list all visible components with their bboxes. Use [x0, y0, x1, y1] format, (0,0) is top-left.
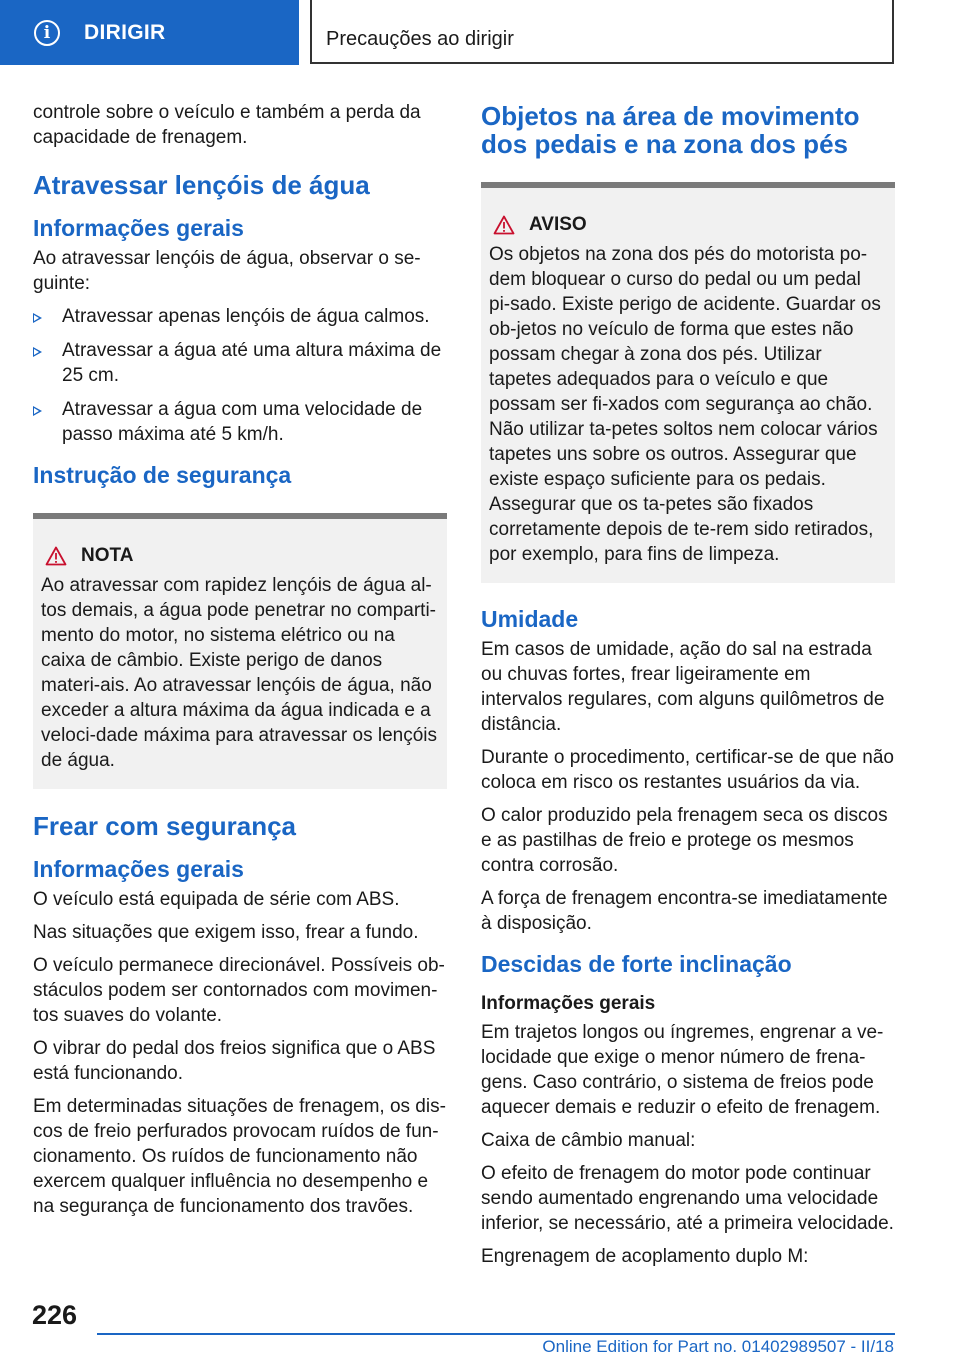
- humidity-paragraph-3: O calor produzido pela frenagem seca os discos e as pastilhas de freio e protege os mesmos contra corrosão.: [481, 805, 888, 876]
- nota-title-row: [41, 545, 439, 567]
- left-column: [33, 100, 447, 1227]
- edition-note: Online Edition for Part no. 01402989507 - II/18: [542, 1337, 894, 1356]
- list-item: Atravessar a água até uma altura máxima de 25 cm.: [33, 338, 447, 388]
- info-icon: i: [34, 20, 60, 46]
- heading-water-crossing: Atravessar lençóis de água: [33, 170, 370, 200]
- brake-paragraph-2: Nas situações que exigem isso, frear a fundo.: [33, 922, 419, 943]
- nota-label: NOTA: [81, 545, 134, 566]
- heading-pedal-objects: Objetos na área de movimento dos pedais e na zona dos pés: [481, 101, 860, 159]
- heading-safe-braking: Frear com segurança: [33, 811, 297, 841]
- water-paragraph: Ao atravessar lençóis de água, observar o se-guinte:: [33, 248, 421, 294]
- humidity-paragraph-2: Durante o procedimento, certificar-se de que não coloca em risco os restantes usuários da via.: [481, 747, 894, 793]
- brake-paragraph-5: Em determinadas situações de frenagem, os dis-cos de freio perfurados provocam ruídos de fun-cionamento. Os ruídos de funcionamento não exercem qualquer influência no desempenho e na segurança de funcionamento dos travões.: [33, 1096, 446, 1217]
- heading-descent-general-info: Informações gerais: [481, 993, 656, 1014]
- heading-steep-descents: Descidas de forte inclinação: [481, 951, 792, 977]
- triangle-bullet-icon: [33, 313, 42, 323]
- page-number: 226: [32, 1300, 78, 1330]
- chapter-tab: [0, 0, 299, 65]
- nota-text: Ao atravessar com rapidez lençóis de água al-tos demais, a água pode penetrar no comparti-mento do motor, no sistema elétrico ou na caixa de câmbio. Existe perigo de danos materi-ais. Ao atravessar lençóis de água, não exceder a altura máxima da água indicada e a veloci-dade máxima para atravessar os lençóis de água.: [41, 575, 438, 771]
- warning-triangle-icon: [493, 215, 515, 235]
- heading-brake-general-info: Informações gerais: [33, 856, 244, 882]
- brake-paragraph-1: O veículo está equipada de série com ABS.: [33, 889, 400, 910]
- triangle-bullet-icon: [33, 347, 42, 357]
- humidity-paragraph-1: Em casos de umidade, ação do sal na estrada ou chuvas fortes, frear ligeiramente em intervalos regulares, com alguns quilômetros de distância.: [481, 639, 885, 735]
- footer-divider: [97, 1333, 895, 1335]
- chapter-title: DIRIGIR: [84, 20, 166, 44]
- section-title: Precauções ao dirigir: [326, 28, 514, 50]
- heading-safety-instruction: Instrução de segurança: [33, 462, 292, 488]
- heading-water-general-info: Informações gerais: [33, 215, 244, 241]
- aviso-box: [481, 182, 895, 583]
- brake-paragraph-3: O veículo permanece direcionável. Possíveis ob-stáculos podem ser contornados com movimen-tos suaves do volante.: [33, 955, 445, 1026]
- brake-paragraph-4: O vibrar do pedal dos freios significa que o ABS está funcionando.: [33, 1038, 436, 1084]
- descent-paragraph-3: O efeito de frenagem do motor pode continuar sendo aumentado engrenando uma velocidade inferior, se necessário, até a primeira velocidade.: [481, 1163, 894, 1234]
- right-column: [481, 100, 895, 1277]
- descent-paragraph-4: Engrenagem de acoplamento duplo M:: [481, 1246, 809, 1267]
- list-item: Atravessar apenas lençóis de água calmos.: [33, 304, 447, 329]
- aviso-text: Os objetos na zona dos pés do motorista po-dem bloquear o curso do pedal ou um pedal pi-sado. Existe perigo de acidente. Guardar os ob-jetos no veículo de forma que estes não possam chegar à zona dos pés. Utilizar tapetes adequados para o veículo e que possam ser fi-xados com segurança ao chão. Não utilizar ta-petes soltos nem colocar vários tapetes uns sobre os outros. Assegurar que existe espaço suficiente para os pedais. Assegurar que os ta-petes são fixados corretamente depois de te-rem sido retirados, por exemplo, para fins de limpeza.: [489, 244, 881, 565]
- descent-paragraph-1: Em trajetos longos ou íngremes, engrenar a ve-locidade que exige o menor número de frena-gens. Caso contrário, o sistema de freios pode aquecer demais e reduzir o efeito de frenagem.: [481, 1022, 884, 1118]
- list-item: Atravessar a água com uma velocidade de passo máxima até 5 km/h.: [33, 397, 447, 447]
- descent-paragraph-2: Caixa de câmbio manual:: [481, 1130, 696, 1151]
- nota-box: [33, 513, 447, 789]
- water-bullet-list: [33, 304, 447, 447]
- aviso-label: AVISO: [529, 214, 587, 235]
- triangle-bullet-icon: [33, 406, 42, 416]
- humidity-paragraph-4: A força de frenagem encontra-se imediatamente à disposição.: [481, 888, 888, 934]
- heading-humidity: Umidade: [481, 606, 579, 632]
- warning-triangle-icon: [45, 546, 67, 566]
- intro-paragraph: controle sobre o veículo e também a perda da capacidade de frenagem.: [33, 102, 421, 148]
- aviso-title-row: [489, 214, 887, 236]
